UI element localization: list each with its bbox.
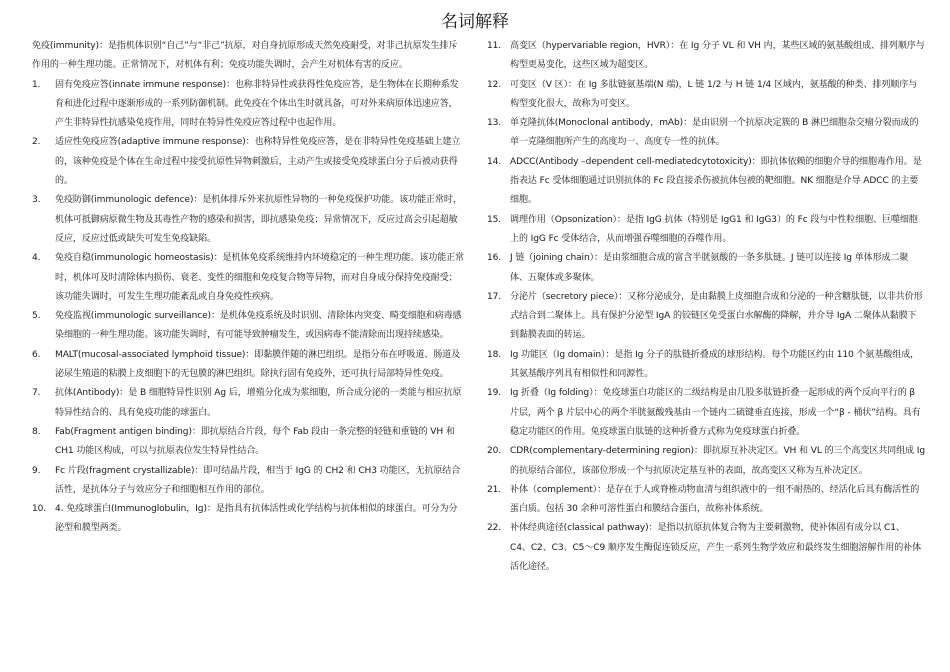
list-item — [32, 384, 466, 423]
item-number: 16. — [487, 253, 502, 264]
item-text: 补体（complement）：是存在于人或脊椎动物血清与组织液中的一组不耐热的、经活化后具有酶活性的蛋白质。包括 30 余种可溶性蛋白和膜结合蛋白，故称补体系统。 — [510, 484, 920, 515]
item-number: 9. — [32, 465, 41, 476]
left-column — [32, 37, 466, 539]
item-text: 分泌片（secretory piece）：又称分泌成分，是由黏膜上皮细胞合成和分泌的一种含糖肽链，以非共价形式结合到二聚体上。具有保护分泌型 IgA 的铰链区免受蛋白水解酶的降解，并介导 IgA 二聚体从黏膜下到黏膜表面的转运。 — [510, 291, 923, 341]
item-number: 17. — [487, 291, 502, 302]
list-item — [32, 133, 466, 191]
item-text: CDR(complementary-determining region)：即抗原互补决定区。VH 和 VL 的三个高变区共同组成 Ig 的抗原结合部位，该部位形成一个与抗原决定基互补的表面，故高变区又称为互补决定区。 — [510, 446, 925, 476]
list-item — [32, 500, 466, 539]
item-text: J 链（joining chain）：是由浆细胞合成的富含半胱氨酸的一条多肽链。J 链可以连接 Ig 单体形成二聚体、五聚体或多聚体。 — [510, 253, 909, 283]
item-text: 固有免疫应答(innate immune response)：也称非特异性或获得性免疫应答，是生物体在长期种系发育和进化过程中逐渐形成的一系列防御机制。此免疫在个体出生时就具备，可对外来病原体迅速应答，产生非特异性抗感染免疫作用，同时在特异性免疫应答过程中也起作用。 — [55, 79, 459, 129]
item-text: Fab(Fragment antigen binding)：即抗原结合片段，每个 Fab 段由一条完整的轻链和重链的 VH 和 CH1 功能区构成，可以与抗原表位发生特异性结合。 — [55, 426, 455, 457]
list-item — [32, 423, 466, 462]
item-number: 4. — [32, 253, 41, 264]
list-item — [487, 249, 925, 288]
list-item — [487, 346, 925, 385]
item-text: 抗体(Antibody)：是 B 细胞特异性识别 Ag 后，增殖分化成为浆细胞，所合成分泌的一类能与相应抗原特异性结合的、具有免疫功能的球蛋白。 — [55, 388, 462, 418]
item-text: 适应性免疫应答(adaptive immune response)：也称特异性免疫应答，是在非特异性免疫基础上建立的，该种免疫是个体在生命过程中接受抗原性异物刺激后，主动产生或接受免疫球蛋白分子后被动获得的。 — [55, 137, 461, 187]
list-item — [32, 307, 466, 346]
list-item — [487, 384, 925, 442]
list-item — [487, 211, 925, 250]
item-number: 20. — [487, 446, 502, 457]
item-text: 免疫自稳(immunologic homeostasis)：是机体免疫系统维持内环境稳定的一种生理功能。该功能正常时，机体可及时清除体内损伤、衰老、变性的细胞和免疫复合物等异物，而对自身成分保持免疫耐受；该功能失调时，可发生生理功能紊乱或自身免疫性疾病。 — [55, 253, 465, 302]
right-column — [487, 37, 925, 577]
list-item — [487, 76, 925, 115]
list-item — [487, 114, 925, 153]
item-text: 调理作用（Opsonization）：是指 IgG 抗体（特别是 IgG1 和 IgG3）的 Fc 段与中性粒细胞、巨噬细胞上的 IgG Fc 受体结合，从而增强吞噬细胞的吞噬作用。 — [510, 214, 918, 244]
item-number: 15. — [487, 214, 502, 225]
item-text: 4. 免疫球蛋白(Immunoglobulin，Ig)：是指具有抗体活性或化学结构与抗体相似的球蛋白。可分为分泌型和膜型两类。 — [55, 504, 458, 534]
item-text: MALT(mucosal-associated lymphoid tissue)：即黏膜伴随的淋巴组织。是指分布在呼吸道、肠道及泌尿生殖道的粘膜上皮细胞下的无包膜的淋巴组织。除执行固有免疫外，还可执行局部特异性免疫。 — [55, 349, 461, 380]
item-number: 21. — [487, 484, 502, 495]
item-number: 19. — [487, 388, 502, 399]
list-item — [32, 191, 466, 249]
list-item — [32, 462, 466, 501]
list-item — [487, 288, 925, 346]
page-title: 名词解释 — [441, 12, 509, 32]
item-number: 5. — [32, 311, 41, 322]
list-item — [487, 481, 925, 520]
list-item — [487, 442, 925, 481]
item-number: 14. — [487, 156, 502, 167]
item-number: 10. — [32, 504, 47, 515]
list-item — [32, 76, 466, 134]
item-number: 8. — [32, 426, 41, 437]
item-text: ADCC(Antibody –dependent cell-mediatedcytotoxicity)：即抗体依赖的细胞介导的细胞毒作用。是指表达 Fc 受体细胞通过识别抗体的 Fc 段直接杀伤被抗体包被的靶细胞。NK 细胞是介导 ADCC 的主要细胞。 — [510, 156, 922, 206]
item-number: 3. — [32, 195, 41, 206]
list-item — [32, 249, 466, 307]
item-text: Fc 片段(fragment crystallizable)：即可结晶片段，相当于 IgG 的 CH2 和 CH3 功能区，无抗原结合活性，是抗体分子与效应分子和细胞相互作用的部位。 — [55, 465, 461, 495]
item-text: 补体经典途径(classical pathway)：是指以抗原抗体复合物为主要刺激物，使补体固有成分以 C1、C4、C2、C3、C5～C9 顺序发生酶促连锁反应，产生一系列生物学效应和最终发生细胞溶解作用的补体活化途径。 — [510, 523, 922, 573]
item-number: 11. — [487, 41, 502, 51]
item-number: 18. — [487, 349, 502, 360]
list-item — [487, 37, 925, 76]
list-item — [487, 153, 925, 211]
item-text: 单克隆抗体(Monoclonal antibody，mAb)：是由识别一个抗原决定簇的 B 淋巴细胞杂交瘤分裂而成的单一克隆细胞所产生的高度均一、高度专一性的抗体。 — [510, 118, 919, 148]
item-text: Ig 功能区（Ig domain）：是指 Ig 分子的肽链折叠成的球形结构。每个功能区约由 110 个氨基酸组成，其氨基酸序列具有相似性和同源性。 — [510, 349, 920, 380]
item-text: 可变区（V 区）：在 Ig 多肽链氨基端(N 端)，L 链 1/2 与 H 链 1/4 区域内，氨基酸的种类、排列顺序与构型变化很大，故称为可变区。 — [510, 79, 918, 109]
list-item — [32, 346, 466, 385]
item-number: 6. — [32, 349, 41, 360]
item-text: Ig 折叠（Ig folding）：免疫球蛋白功能区的二级结构是由几股多肽链折叠一起形成的两个反向平行的 β 片层，两个 β 片层中心的两个半胱氨酸残基由一个链内二硫键垂直连接，形成一个“β - 桶状”结构。具有稳定功能区的作用。免疫球蛋白肽链的这种折叠方式称为免疫球蛋白折叠。 — [510, 388, 921, 437]
item-number: 12. — [487, 79, 502, 90]
item-text: 高变区（hypervariable region，HVR）：在 Ig 分子 VL 和 VH 内，某些区域的氨基酸组成、排列顺序与构型更易变化，这些区域为超变区。 — [510, 41, 925, 71]
item-number: 13. — [487, 118, 502, 129]
intro-paragraph: 免疫(immunity)：是指机体识别“自己”与“非己”抗原，对自身抗原形成天然免疫耐受，对非己抗原发生排斥作用的一种生理功能。正常情况下，对机体有利；免疫功能失调时，会产生对机体有害的反应。 — [32, 41, 458, 71]
item-text: 免疫监视(immunologic surveillance)：是机体免疫系统及时识别、清除体内突变、畸变细胞和病毒感染细胞的一种生理功能。该功能失调时，有可能导致肿瘤发生，或因病毒不能清除而出现持续感染。 — [55, 311, 462, 341]
item-number: 22. — [487, 523, 502, 534]
item-number: 7. — [32, 388, 41, 399]
list-item — [487, 519, 925, 577]
item-number: 2. — [32, 137, 41, 148]
item-number: 1. — [32, 79, 41, 90]
item-text: 免疫防御(immunologic defence)：是机体排斥外来抗原性异物的一种免疫保护功能。该功能正常时，机体可抵御病原微生物及其毒性产物的感染和损害，即抗感染免疫；异常情况下，反应过高会引起超敏反应，反应过低或缺失可发生免疫缺陷。 — [55, 195, 462, 244]
